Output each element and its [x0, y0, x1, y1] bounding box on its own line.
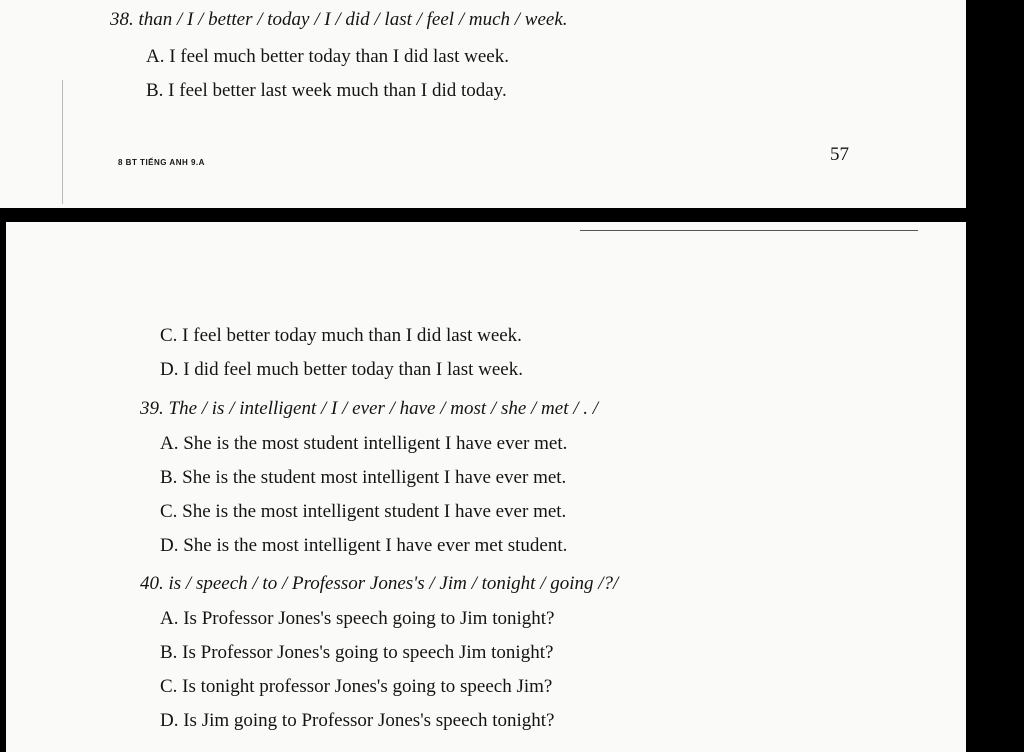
question-40-option-d: D. Is Jim going to Professor Jones's speech tonight?: [160, 710, 555, 731]
question-39-option-d: D. She is the most intelligent I have ever met student.: [160, 535, 568, 556]
question-39-option-a: A. She is the most student intelligent I have ever met.: [160, 433, 568, 454]
question-38-option-c: C. I feel better today much than I did last week.: [160, 325, 522, 346]
question-40-option-a: A. Is Professor Jones's speech going to Jim tonight?: [160, 608, 555, 629]
question-38-option-d: D. I did feel much better today than I last week.: [160, 359, 523, 380]
question-40-option-b: B. Is Professor Jones's going to speech Jim tonight?: [160, 642, 554, 663]
question-40-prompt: 40. is / speech / to / Professor Jones's / Jim / tonight / going /?/: [140, 573, 619, 594]
question-39-option-c: C. She is the most intelligent student I have ever met.: [160, 501, 567, 522]
question-38-prompt: 38. than / I / better / today / I / did / last / feel / much / week.: [110, 9, 568, 30]
bottom-page: [6, 222, 966, 752]
header-rule: [580, 230, 918, 231]
question-38-option-b: B. I feel better last week much than I did today.: [146, 80, 507, 101]
question-38-option-a: A. I feel much better today than I did last week.: [146, 46, 509, 67]
page-number: 57: [830, 144, 849, 165]
footer-book-title: 8 BT TIẾNG ANH 9.A: [118, 158, 205, 167]
top-page: [0, 0, 966, 208]
question-39-option-b: B. She is the student most intelligent I have ever met.: [160, 467, 567, 488]
question-39-prompt: 39. The / is / intelligent / I / ever / have / most / she / met / . /: [140, 398, 599, 419]
margin-line: [62, 80, 63, 204]
question-40-option-c: C. Is tonight professor Jones's going to speech Jim?: [160, 676, 553, 697]
